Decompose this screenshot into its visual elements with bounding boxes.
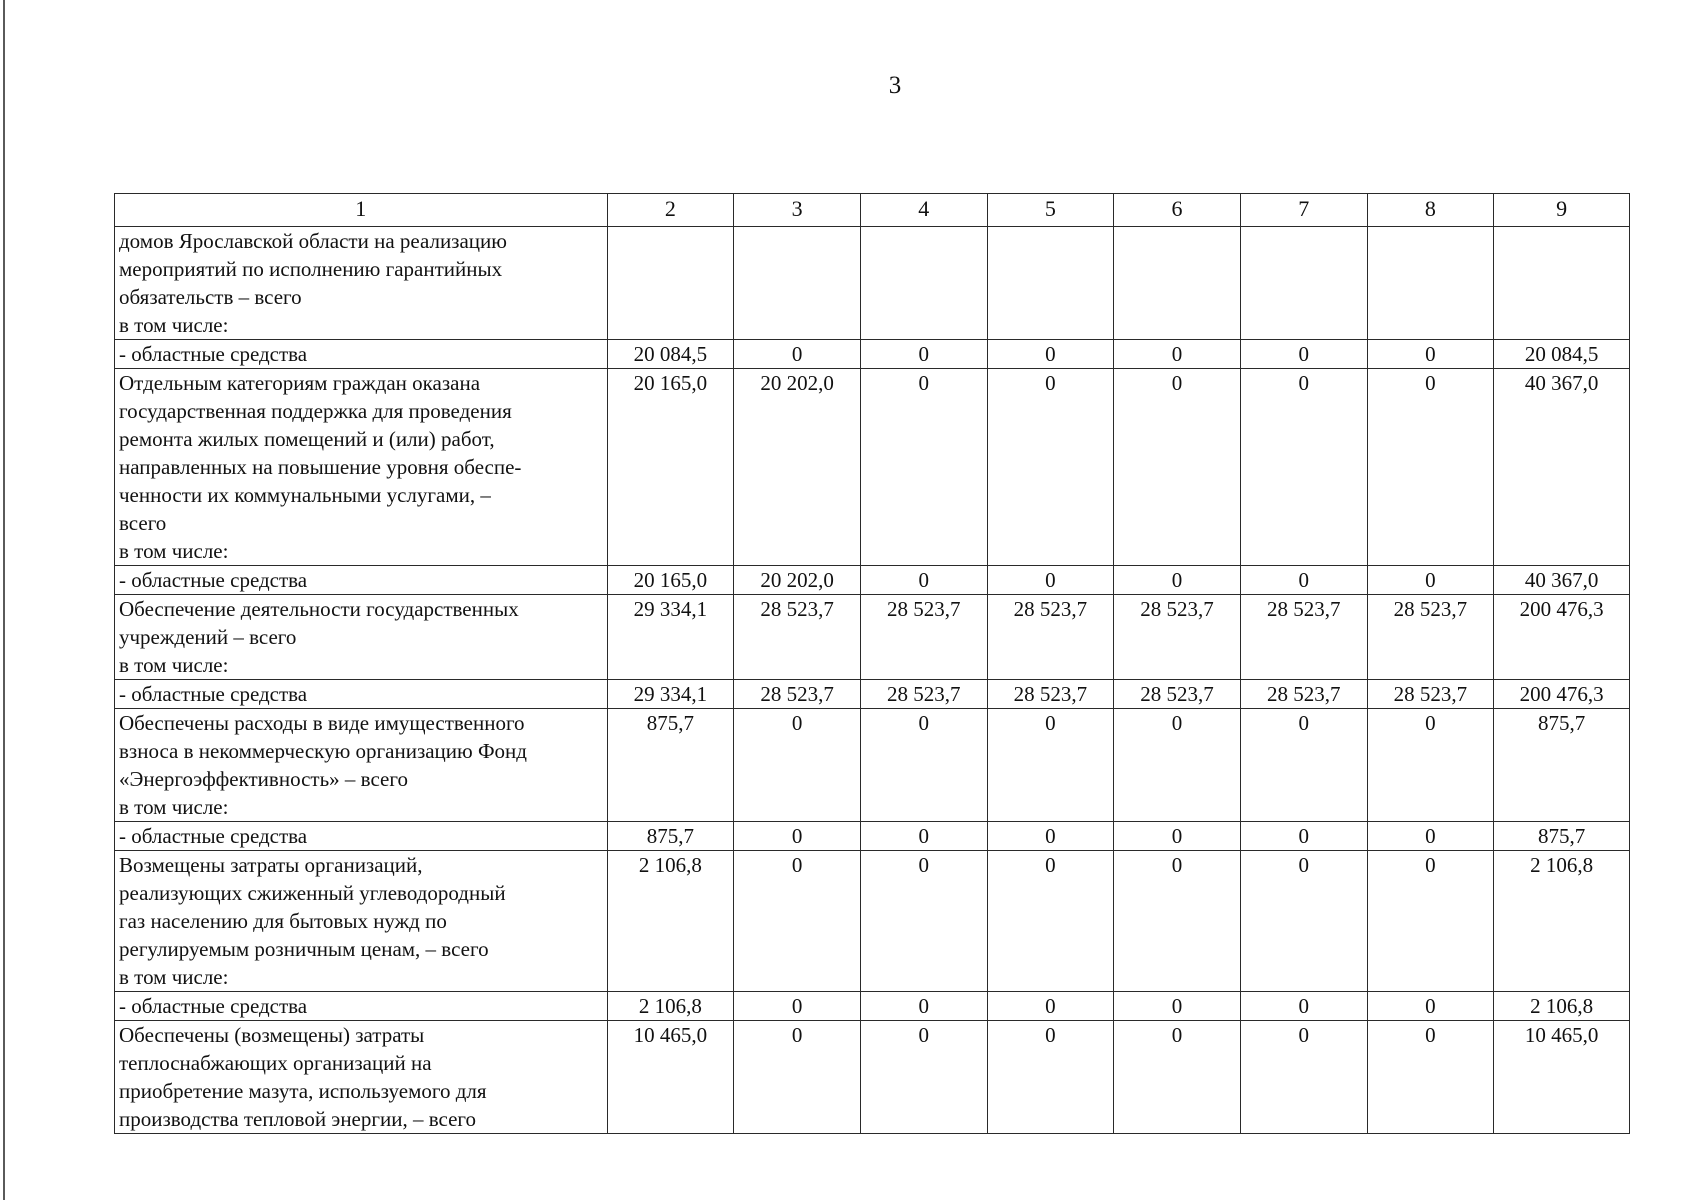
row-value-cell: 28 523,7 [734, 680, 861, 709]
row-value-cell: 200 476,3 [1494, 595, 1630, 680]
row-value-cell: 0 [1240, 709, 1367, 822]
scan-edge-line [3, 0, 5, 1200]
row-description: Отдельным категориям граждан оказана государственная поддержка для проведения ремонта жилых помещений и (или) работ, направленных на повышение уровня обеспе- ченности их коммунальными услугами, – всего в том числе: [115, 369, 608, 566]
row-value-cell: 0 [1240, 851, 1367, 992]
row-value-cell: 0 [1367, 1021, 1494, 1134]
row-value-cell: 28 523,7 [1367, 595, 1494, 680]
row-value-cell: 0 [987, 709, 1114, 822]
row-description: Обеспечены (возмещены) затраты теплоснабжающих организаций на приобретение мазута, используемого для производства тепловой энергии, – всего [115, 1021, 608, 1134]
row-value-cell: 0 [1114, 369, 1241, 566]
row-value-cell: 10 465,0 [607, 1021, 734, 1134]
row-value-cell: 28 523,7 [1114, 595, 1241, 680]
row-value-cell: 0 [987, 340, 1114, 369]
table-row [115, 1021, 1630, 1134]
row-value-cell: 0 [734, 822, 861, 851]
row-value-cell: 875,7 [607, 822, 734, 851]
row-value-cell: 875,7 [607, 709, 734, 822]
table-row [115, 566, 1630, 595]
row-description: - областные средства [115, 992, 608, 1021]
row-value-cell: 28 523,7 [860, 595, 987, 680]
row-value-cell: 0 [734, 851, 861, 992]
row-value-cell: 0 [860, 566, 987, 595]
row-value-cell: 0 [860, 369, 987, 566]
row-value-cell [734, 227, 861, 340]
row-description: - областные средства [115, 680, 608, 709]
row-value-cell: 0 [860, 992, 987, 1021]
row-value-cell: 40 367,0 [1494, 369, 1630, 566]
row-value-cell [607, 227, 734, 340]
row-value-cell: 0 [734, 709, 861, 822]
row-value-cell: 0 [1367, 709, 1494, 822]
column-header: 7 [1240, 194, 1367, 227]
row-value-cell: 0 [734, 992, 861, 1021]
column-header: 5 [987, 194, 1114, 227]
row-value-cell: 20 202,0 [734, 566, 861, 595]
table-row [115, 992, 1630, 1021]
row-value-cell: 0 [987, 566, 1114, 595]
column-header: 6 [1114, 194, 1241, 227]
row-value-cell: 0 [1114, 851, 1241, 992]
row-value-cell: 28 523,7 [987, 595, 1114, 680]
column-header: 4 [860, 194, 987, 227]
row-value-cell: 10 465,0 [1494, 1021, 1630, 1134]
row-value-cell: 0 [1114, 566, 1241, 595]
row-description: - областные средства [115, 822, 608, 851]
row-value-cell: 0 [987, 822, 1114, 851]
row-value-cell: 0 [860, 851, 987, 992]
row-value-cell [1114, 227, 1241, 340]
row-value-cell: 0 [1240, 369, 1367, 566]
row-value-cell: 28 523,7 [1240, 595, 1367, 680]
table-row [115, 822, 1630, 851]
row-value-cell: 28 523,7 [860, 680, 987, 709]
row-value-cell: 0 [860, 709, 987, 822]
row-value-cell: 20 084,5 [607, 340, 734, 369]
row-description: Возмещены затраты организаций, реализующих сжиженный углеводородный газ населению для бытовых нужд по регулируемым розничным ценам, – всего в том числе: [115, 851, 608, 992]
row-value-cell: 0 [1240, 822, 1367, 851]
row-value-cell: 29 334,1 [607, 595, 734, 680]
row-value-cell: 28 523,7 [987, 680, 1114, 709]
table-row [115, 851, 1630, 992]
row-value-cell: 0 [1114, 340, 1241, 369]
row-value-cell: 0 [1240, 992, 1367, 1021]
column-header: 2 [607, 194, 734, 227]
table-row [115, 227, 1630, 340]
row-value-cell: 28 523,7 [1367, 680, 1494, 709]
row-value-cell: 0 [987, 369, 1114, 566]
column-header: 3 [734, 194, 861, 227]
table-row [115, 369, 1630, 566]
row-value-cell: 0 [1240, 566, 1367, 595]
row-value-cell: 0 [860, 1021, 987, 1134]
row-description: - областные средства [115, 340, 608, 369]
column-header: 9 [1494, 194, 1630, 227]
row-value-cell: 0 [1114, 822, 1241, 851]
row-value-cell: 875,7 [1494, 822, 1630, 851]
row-value-cell: 0 [1240, 1021, 1367, 1134]
row-value-cell: 2 106,8 [1494, 851, 1630, 992]
row-value-cell: 20 165,0 [607, 369, 734, 566]
row-value-cell: 2 106,8 [607, 992, 734, 1021]
row-value-cell: 0 [860, 340, 987, 369]
row-value-cell: 28 523,7 [1240, 680, 1367, 709]
table-header-row [115, 194, 1630, 227]
row-value-cell: 0 [1367, 822, 1494, 851]
row-description: Обеспечение деятельности государственных учреждений – всего в том числе: [115, 595, 608, 680]
row-value-cell: 0 [987, 1021, 1114, 1134]
column-header: 1 [115, 194, 608, 227]
row-value-cell: 0 [1240, 340, 1367, 369]
row-value-cell: 875,7 [1494, 709, 1630, 822]
row-value-cell: 0 [734, 340, 861, 369]
table-body [115, 194, 1630, 1134]
row-value-cell: 2 106,8 [1494, 992, 1630, 1021]
row-value-cell: 0 [987, 851, 1114, 992]
row-value-cell [1367, 227, 1494, 340]
row-value-cell: 0 [1114, 1021, 1241, 1134]
row-value-cell: 28 523,7 [1114, 680, 1241, 709]
row-value-cell: 28 523,7 [734, 595, 861, 680]
row-value-cell: 0 [1367, 369, 1494, 566]
row-value-cell: 0 [1367, 566, 1494, 595]
row-value-cell: 29 334,1 [607, 680, 734, 709]
row-value-cell [1240, 227, 1367, 340]
row-value-cell: 0 [860, 822, 987, 851]
row-value-cell: 0 [987, 992, 1114, 1021]
row-description: - областные средства [115, 566, 608, 595]
row-description: домов Ярославской области на реализацию мероприятий по исполнению гарантийных обязательств – всего в том числе: [115, 227, 608, 340]
row-value-cell: 0 [1367, 851, 1494, 992]
row-value-cell: 2 106,8 [607, 851, 734, 992]
row-value-cell [1494, 227, 1630, 340]
row-value-cell: 0 [1114, 992, 1241, 1021]
page-number: 3 [888, 72, 902, 99]
row-value-cell: 0 [1367, 992, 1494, 1021]
row-value-cell: 20 084,5 [1494, 340, 1630, 369]
row-description: Обеспечены расходы в виде имущественного взноса в некоммерческую организацию Фонд «Энергоэффективность» – всего в том числе: [115, 709, 608, 822]
row-value-cell: 200 476,3 [1494, 680, 1630, 709]
row-value-cell: 40 367,0 [1494, 566, 1630, 595]
row-value-cell [987, 227, 1114, 340]
row-value-cell: 20 202,0 [734, 369, 861, 566]
table-row [115, 680, 1630, 709]
row-value-cell: 0 [1367, 340, 1494, 369]
table-row [115, 595, 1630, 680]
row-value-cell: 20 165,0 [607, 566, 734, 595]
table-row [115, 340, 1630, 369]
table-row [115, 709, 1630, 822]
row-value-cell: 0 [734, 1021, 861, 1134]
budget-table [114, 193, 1630, 1134]
column-header: 8 [1367, 194, 1494, 227]
row-value-cell [860, 227, 987, 340]
row-value-cell: 0 [1114, 709, 1241, 822]
